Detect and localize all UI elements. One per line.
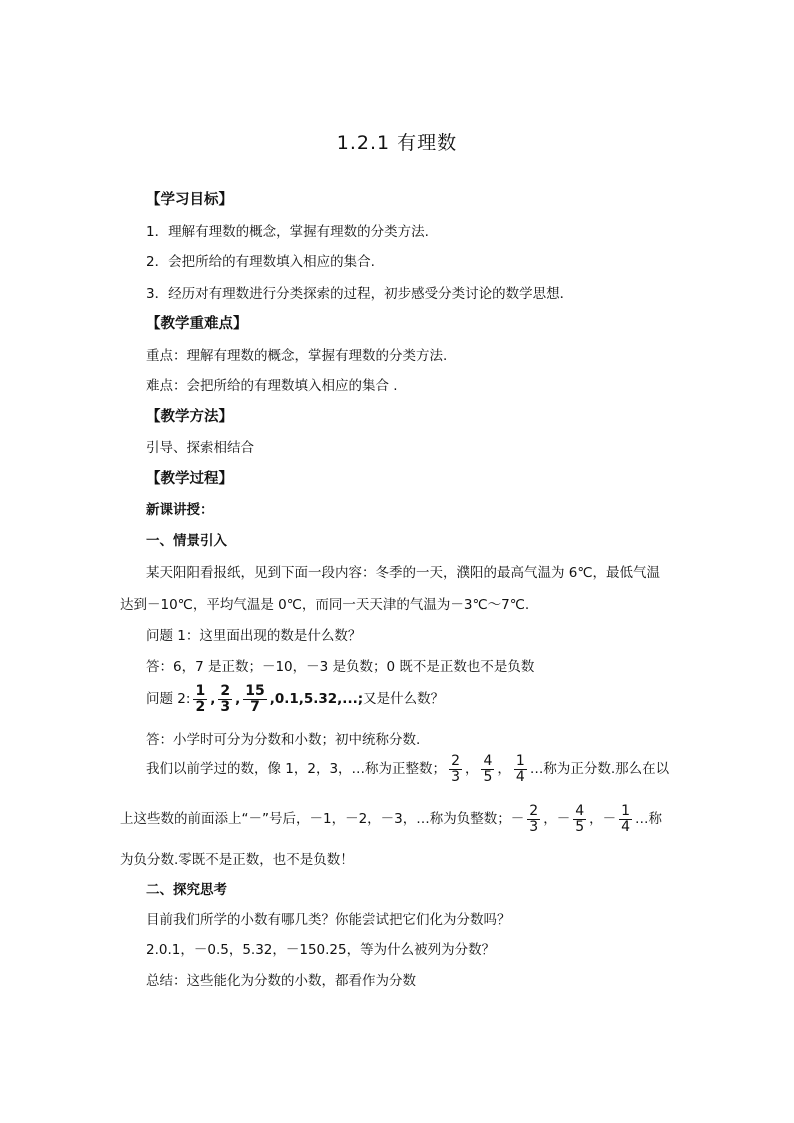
method-text: 引导、探索相结合 [146,440,254,456]
question-2-suffix: 又是什么数？ [363,691,445,708]
explore-decimal-list: 2.0.1，－0.5，5.32，－150.25，等为什么被列为分数？ [146,942,496,958]
fraction-15-7: $\frac{15}{7}$ [245,683,265,715]
part2-heading: 二、探究思考 [146,882,227,898]
scenario-paragraph-line-2: 达到－10℃，平均气温是 0℃，而同一天天津的气温为－3℃～7℃. [120,597,530,613]
goals-heading: 【学习目标】 [146,192,233,208]
fraction-2-3: $\frac{2}{3}$ [220,683,231,715]
number-types-line-3: 为负分数.零既不是正数，也不是负数！ [120,852,354,868]
question-1: 问题 1：这里面出现的数是什么数？ [146,628,362,644]
goal-item-2: 2．会把所给的有理数填入相应的集合. [146,254,375,270]
question-2: 问题 2: $\frac{1}{2}$ , $\frac{2}{3}$ , $\frac{15}{7}$ ,0.1,5.32,...;又是什么数？ [146,683,445,715]
answer-2: 答：小学时可分为分数和小数；初中统称分数. [146,732,421,748]
negative-fraction-4-5: $\frac{4}{5}$ [575,803,585,835]
page-title: 1.2.1 有理数 [336,132,458,154]
positive-fraction-2-3: $\frac{2}{3}$ [451,753,460,785]
question-2-decimals: ,0.1,5.32,...; [269,691,364,708]
positive-fraction-1-4: $\frac{1}{4}$ [515,753,525,785]
negative-fraction-2-3: $\frac{2}{3}$ [529,803,539,835]
summary-text: 总结：这些能化为分数的小数，都看作为分数 [146,973,416,989]
scenario-paragraph-line-1: 某天阳阳看报纸，见到下面一段内容：冬季的一天，濮阳的最高气温为 6℃，最低气温 [146,565,661,581]
process-heading: 【教学过程】 [146,471,233,487]
fraction-1-2: $\frac{1}{2}$ [195,683,206,715]
answer-1: 答：6，7 是正数；－10，－3 是负数；0 既不是正数也不是负数 [146,659,535,675]
number-types-line-2: 上这些数的前面添上“－”号后，－1，－2，－3，…称为负整数；－ $\frac{2}{3}$ ，－ $\frac{4}{5}$ ，－ $\frac{1}{4}$ …称 [120,803,663,835]
key-points-heading: 【教学重难点】 [146,316,248,332]
negative-fraction-1-4: $\frac{1}{4}$ [621,803,631,835]
number-types-line-1: 我们以前学过的数，像 1，2，3，…称为正整数； $\frac{2}{3}$ ， $\frac{4}{5}$ ， $\frac{1}{4}$ …称为正分数.那么在以 [146,753,670,785]
goal-item-3: 3．经历对有理数进行分类探索的过程，初步感受分类讨论的数学思想． [146,286,574,302]
question-2-prefix: 问题 2: [146,691,191,708]
key-point-difficulty: 难点：会把所给的有理数填入相应的集合 . [146,378,398,394]
explore-question: 目前我们所学的小数有哪几类？你能尝试把它们化为分数吗？ [146,912,511,928]
method-heading: 【教学方法】 [146,409,233,425]
key-point-focus: 重点：理解有理数的概念，掌握有理数的分类方法. [146,348,448,364]
new-lesson-label: 新课讲授： [146,502,214,518]
positive-fraction-4-5: $\frac{4}{5}$ [483,753,493,785]
part1-heading: 一、情景引入 [146,533,227,549]
goal-item-1: 1．理解有理数的概念，掌握有理数的分类方法. [146,224,429,240]
